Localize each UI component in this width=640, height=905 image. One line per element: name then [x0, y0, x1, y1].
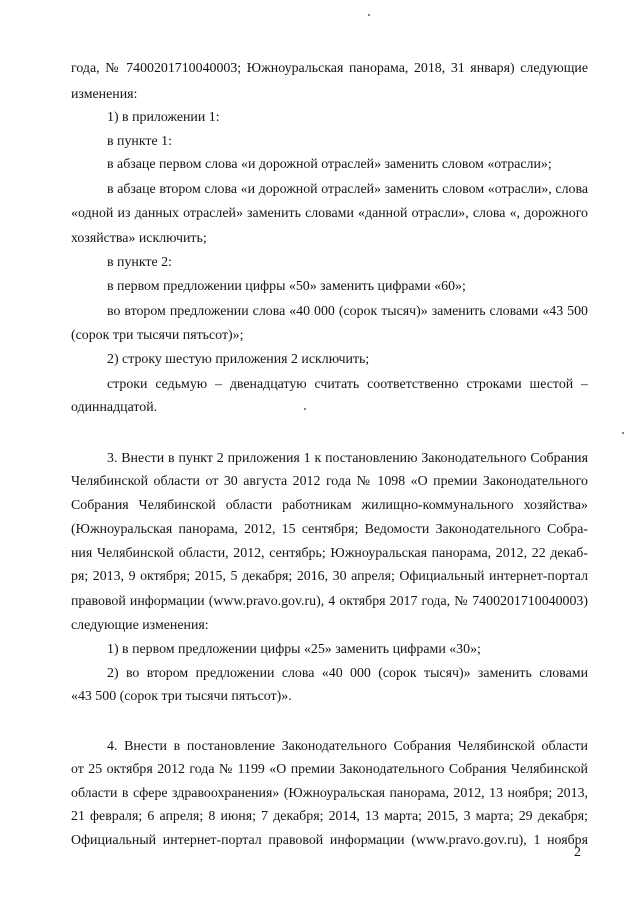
text-line: следующие изменения: [71, 618, 209, 633]
text-line: 1) в приложении 1: [107, 110, 220, 125]
text-line: одиннадцатой. [71, 400, 158, 415]
text-line: правовой информации (www.pravo.gov.ru), 4 октября 2017 года, № 7400201710040003) [71, 594, 588, 609]
text-line: Официальный интернет-портал правовой информации (www.pravo.gov.ru), 1 ноября [71, 833, 588, 848]
text-line: от 25 октября 2012 года № 1199 «О премии Законодательного Собрания Челябинской [71, 762, 588, 777]
page-number: 2 [574, 845, 581, 860]
text-line: года, № 7400201710040003; Южноуральская панорама, 2018, 31 января) следующие [71, 61, 588, 76]
text-line: ря; 2013, 9 октября; 2015, 5 декабря; 2016, 30 апреля; Официальный интернет-портал [71, 569, 588, 584]
text-line: изменения: [71, 87, 138, 102]
text-line: 4. Внести в постановление Законодательного Собрания Челябинской области [107, 739, 588, 754]
text-line: в пункте 2: [107, 255, 172, 270]
text-line: в пункте 1: [107, 134, 172, 149]
scan-speck [304, 408, 306, 410]
text-line: (Южноуральская панорама, 2012, 15 сентября; Ведомости Законодательного Собра- [71, 522, 588, 537]
text-line: Челябинской области от 30 августа 2012 года № 1098 «О премии Законодательного [71, 474, 588, 489]
text-line: области в сфере здравоохранения» (Южноуральская панорама, 2012, 13 ноября; 2013, [71, 786, 588, 801]
text-line: (сорок три тысячи пятьсот)»; [71, 328, 244, 343]
text-line: 1) в первом предложении цифры «25» заменить цифрами «30»; [107, 642, 481, 657]
text-line: «43 500 (сорок три тысячи пятьсот)». [71, 689, 292, 704]
text-line: 21 февраля; 6 апреля; 8 июня; 7 декабря; 2014, 13 марта; 2015, 3 марта; 29 декабря; [71, 809, 588, 824]
text-line: Собрания Челябинской области работникам жилищно-коммунального хозяйства» [71, 498, 588, 513]
text-line: строки седьмую – двенадцатую считать соответственно строками шестой – [107, 377, 588, 392]
text-line: 3. Внести в пункт 2 приложения 1 к постановлению Законодательного Собрания [107, 451, 588, 466]
text-line: «одной из данных отраслей» заменить словами «данной отрасли», слова «, дорожного [71, 206, 588, 221]
text-line: 2) во втором предложении слова «40 000 (сорок тысяч)» заменить словами [107, 666, 588, 681]
text-line: 2) строку шестую приложения 2 исключить; [107, 352, 370, 367]
text-line: в абзаце первом слова «и дорожной отраслей» заменить словом «отрасли»; [107, 157, 552, 172]
text-line: ния Челябинской области, 2012, сентябрь; Южноуральская панорама, 2012, 22 декаб- [71, 546, 588, 561]
text-line: во втором предложении слова «40 000 (сорок тысяч)» заменить словами «43 500 [107, 304, 588, 319]
text-line: в абзаце втором слова «и дорожной отраслей» заменить словом «отрасли», слова [107, 182, 588, 197]
scan-speck [622, 432, 624, 434]
text-line: в первом предложении цифры «50» заменить цифрами «60»; [107, 279, 466, 294]
text-line: хозяйства» исключить; [71, 231, 207, 246]
scan-speck [368, 14, 370, 16]
